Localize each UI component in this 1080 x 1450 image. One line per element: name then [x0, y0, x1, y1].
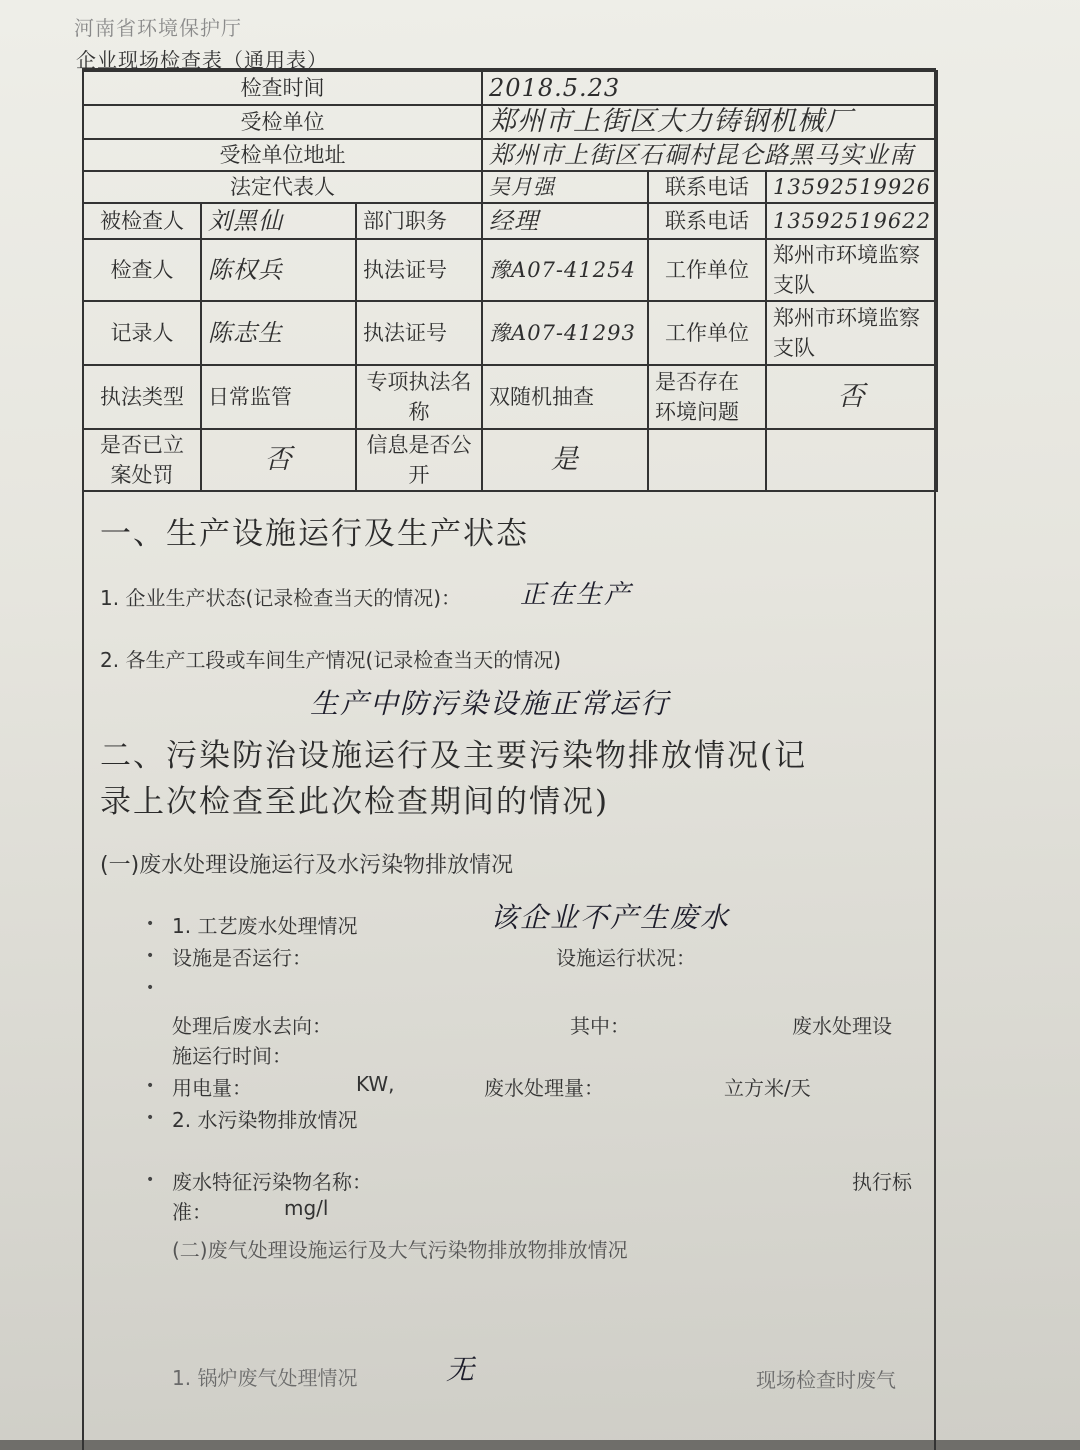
info-table — [82, 70, 938, 492]
case-label: 是否已立案处罚 — [83, 429, 201, 491]
power-label: 用电量： — [172, 1076, 252, 1100]
workshop-status-value: 生产中防污染设施正常运行 — [310, 687, 671, 720]
recorder-cert-value: 豫A07-41293 — [482, 301, 648, 365]
standard-label-a: 执行标 — [852, 1170, 912, 1194]
unit-label: 受检单位 — [83, 105, 482, 139]
address-value: 郑州市上街区石硐村昆仑路黑马实业南 — [482, 139, 937, 171]
production-status-value: 正在生产 — [520, 580, 633, 610]
treatment-volume-label: 废水处理量： — [484, 1076, 604, 1100]
inspected-phone-label: 联系电话 — [648, 203, 766, 239]
legal-rep-phone-value: 13592519926 — [766, 171, 937, 203]
empty-cell-b — [766, 429, 937, 491]
special-name-value: 双随机抽查 — [482, 365, 648, 429]
process-wastewater-label: 1. 工艺废水处理情况 — [172, 914, 358, 938]
standard-unit: mg/l — [284, 1196, 329, 1220]
legal-rep-value: 吴月强 — [482, 171, 648, 203]
inspected-phone-value: 13592519622 — [766, 203, 937, 239]
case-value: 否 — [201, 429, 356, 491]
boiler-exhaust-label: 1. 锅炉废气处理情况 — [172, 1366, 358, 1390]
inspected-person-label: 被检查人 — [83, 203, 201, 239]
recorder-value: 陈志生 — [201, 301, 356, 365]
water-discharge-label: 2. 水污染物排放情况 — [172, 1108, 358, 1132]
row-enforcement — [83, 365, 937, 429]
exhaust-subsection-title: (二)废气处理设施运行及大气污染物排放物排放情况 — [172, 1238, 628, 1262]
recorder-cert-label: 执法证号 — [356, 301, 482, 365]
enforcement-type-value: 日常监管 — [201, 365, 356, 429]
onsite-exhaust-label: 现场检查时废气 — [756, 1368, 896, 1392]
inspection-time-label: 检查时间 — [83, 71, 482, 105]
among-label: 其中： — [570, 1014, 630, 1038]
section2-title-line1: 二、污染防治设施运行及主要污染物排放情况(记 — [100, 738, 808, 774]
wastewater-subsection-title: (一)废水处理设施运行及水污染物排放情况 — [100, 853, 514, 878]
dept-value: 经理 — [482, 203, 648, 239]
inspection-time-value: 2018.5.23 — [482, 71, 937, 105]
row-inspector — [83, 239, 937, 301]
row-recorder — [83, 301, 937, 365]
address-label: 受检单位地址 — [83, 139, 482, 171]
inspector-cert-label: 执法证号 — [356, 239, 482, 301]
dept-label: 部门职务 — [356, 203, 482, 239]
recorder-unit-value: 郑州市环境监察支队 — [766, 301, 937, 365]
empty-cell-a — [648, 429, 766, 491]
row-unit — [83, 105, 937, 139]
bullet-6: • — [146, 1172, 155, 1188]
public-value: 是 — [482, 429, 648, 491]
pollutant-name-label: 废水特征污染物名称： — [172, 1170, 372, 1194]
treatment-time-label-b: 施运行时间： — [172, 1044, 292, 1068]
env-issue-label: 是否存在环境问题 — [648, 365, 766, 429]
row-inspected-person — [83, 203, 937, 239]
workshop-status-label: 2. 各生产工段或车间生产情况(记录检查当天的情况) — [100, 648, 562, 672]
recorder-unit-label: 工作单位 — [648, 301, 766, 365]
inspected-person-value: 刘黑仙 — [201, 203, 356, 239]
inspector-unit-label: 工作单位 — [648, 239, 766, 301]
public-label: 信息是否公开 — [356, 429, 482, 491]
bullet-1: • — [146, 916, 155, 932]
facility-status-label: 设施运行状况： — [556, 946, 696, 970]
treated-destination-label: 处理后废水去向： — [172, 1014, 332, 1038]
row-case — [83, 429, 937, 491]
treatment-volume-unit: 立方米/天 — [724, 1076, 811, 1100]
bullet-4: • — [146, 1078, 155, 1094]
inspector-value: 陈权兵 — [201, 239, 356, 301]
form-title: 企业现场检查表（通用表） — [76, 48, 328, 72]
section1-title: 一、生产设施运行及生产状态 — [100, 516, 529, 552]
facility-running-label: 设施是否运行： — [172, 946, 312, 970]
recorder-label: 记录人 — [83, 301, 201, 365]
row-legal-rep — [83, 171, 937, 203]
bullet-2: • — [146, 948, 155, 964]
row-address — [83, 139, 937, 171]
inspector-cert-value: 豫A07-41254 — [482, 239, 648, 301]
inspector-unit-value: 郑州市环境监察支队 — [766, 239, 937, 301]
power-unit: KW, — [356, 1072, 395, 1096]
inspector-label: 检查人 — [83, 239, 201, 301]
legal-rep-label: 法定代表人 — [83, 171, 482, 203]
unit-value: 郑州市上街区大力铸钢机械厂 — [482, 105, 937, 139]
env-issue-value: 否 — [766, 365, 937, 429]
bullet-5: • — [146, 1110, 155, 1126]
enforcement-type-label: 执法类型 — [83, 365, 201, 429]
agency-name: 河南省环境保护厅 — [74, 16, 242, 40]
process-wastewater-value: 该企业不产生废水 — [490, 901, 731, 934]
treatment-time-label-a: 废水处理设 — [792, 1014, 892, 1038]
section2-title-line2: 录上次检查至此次检查期间的情况) — [100, 784, 610, 820]
row-inspection-time — [83, 71, 937, 105]
bullet-3: • — [146, 980, 155, 996]
special-name-label: 专项执法名称 — [356, 365, 482, 429]
boiler-exhaust-value: 无 — [446, 1353, 477, 1386]
legal-rep-phone-label: 联系电话 — [648, 171, 766, 203]
standard-label-b: 准： — [172, 1200, 212, 1224]
production-status-label: 1. 企业生产状态(记录检查当天的情况)： — [100, 586, 462, 610]
